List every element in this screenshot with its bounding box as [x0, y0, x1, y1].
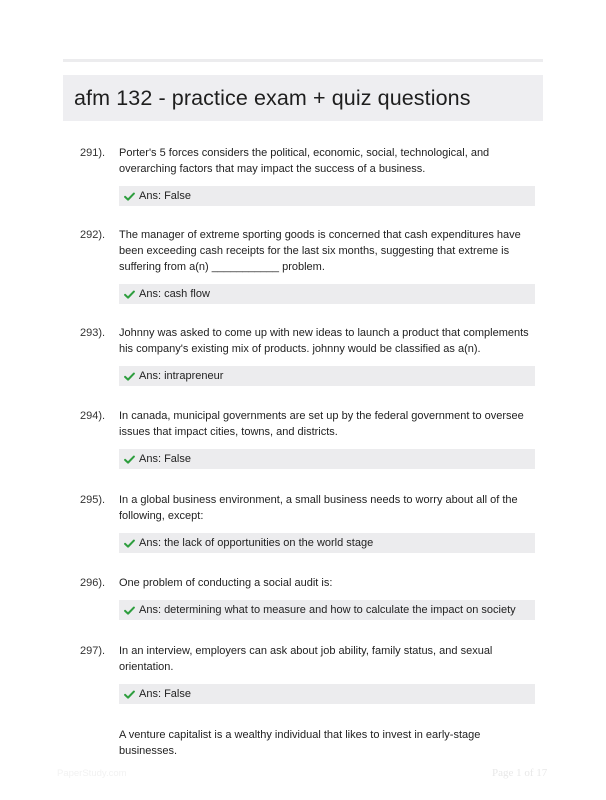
- answer-text: Ans: cash flow: [139, 288, 210, 300]
- check-icon: [124, 371, 135, 382]
- check-icon: [124, 289, 135, 300]
- answer-text: Ans: the lack of opportunities on the world stage: [139, 537, 374, 549]
- answer-box: [119, 533, 535, 553]
- check-icon: [124, 605, 135, 616]
- answer-text: Ans: determining what to measure and how to calculate the impact on society: [139, 604, 516, 616]
- question-text: A venture capitalist is a wealthy individual that likes to invest in early-stage businesses.: [119, 729, 481, 757]
- question-number: 294).: [80, 410, 106, 422]
- question-text: The manager of extreme sporting goods is concerned that cash expenditures have been exceeding cash receipts for the last six months, suggesting that extreme is suffering from a(n) ___________ problem.: [119, 229, 521, 273]
- question-item: [80, 227, 540, 304]
- question-text: In an interview, employers can ask about job ability, family status, and sexual orientation.: [119, 645, 493, 673]
- check-icon: [124, 454, 135, 465]
- question-item: [80, 145, 540, 206]
- question-number: 293).: [80, 327, 106, 339]
- question-item: [80, 492, 540, 553]
- question-text: One problem of conducting a social audit is:: [119, 577, 333, 589]
- question-number: 291).: [80, 147, 106, 159]
- answer-text: Ans: False: [139, 688, 191, 700]
- question-text: In canada, municipal governments are set up by the federal government to oversee issues that impact cities, towns, and districts.: [119, 410, 524, 438]
- answer-text: Ans: False: [139, 453, 191, 465]
- question-item: [80, 643, 540, 704]
- answer-box: [119, 449, 535, 469]
- check-icon: [124, 191, 135, 202]
- question-number: [80, 727, 119, 759]
- question-text: Johnny was asked to come up with new ideas to launch a product that complements his company's existing mix of products. johnny would be classified as a(n).: [119, 327, 529, 355]
- question-item: [80, 575, 540, 620]
- answer-box: [119, 284, 535, 304]
- answer-text: Ans: intrapreneur: [139, 370, 224, 382]
- question-number: 292).: [80, 229, 106, 241]
- footer-watermark: PaperStudy.com: [57, 768, 127, 779]
- question-text: Porter's 5 forces considers the political, economic, social, technological, and overarching factors that may impact the success of a business.: [119, 147, 490, 175]
- document-header: [63, 75, 543, 121]
- question-number: 296).: [80, 577, 106, 589]
- check-icon: [124, 538, 135, 549]
- question-text: In a global business environment, a small business needs to worry about all of the following, except:: [119, 494, 518, 522]
- answer-box: [119, 684, 535, 704]
- question-item: [80, 325, 540, 386]
- check-icon: [124, 689, 135, 700]
- page-title: afm 132 - practice exam + quiz questions: [74, 85, 471, 110]
- top-divider: [63, 59, 543, 62]
- answer-box: [119, 186, 535, 206]
- question-number: 295).: [80, 494, 106, 506]
- question-number: 297).: [80, 645, 106, 657]
- answer-text: Ans: False: [139, 190, 191, 202]
- answer-box: [119, 600, 535, 620]
- answer-box: [119, 366, 535, 386]
- question-item: [80, 408, 540, 469]
- page-indicator: Page 1 of 17: [492, 767, 548, 779]
- question-item: [80, 727, 540, 759]
